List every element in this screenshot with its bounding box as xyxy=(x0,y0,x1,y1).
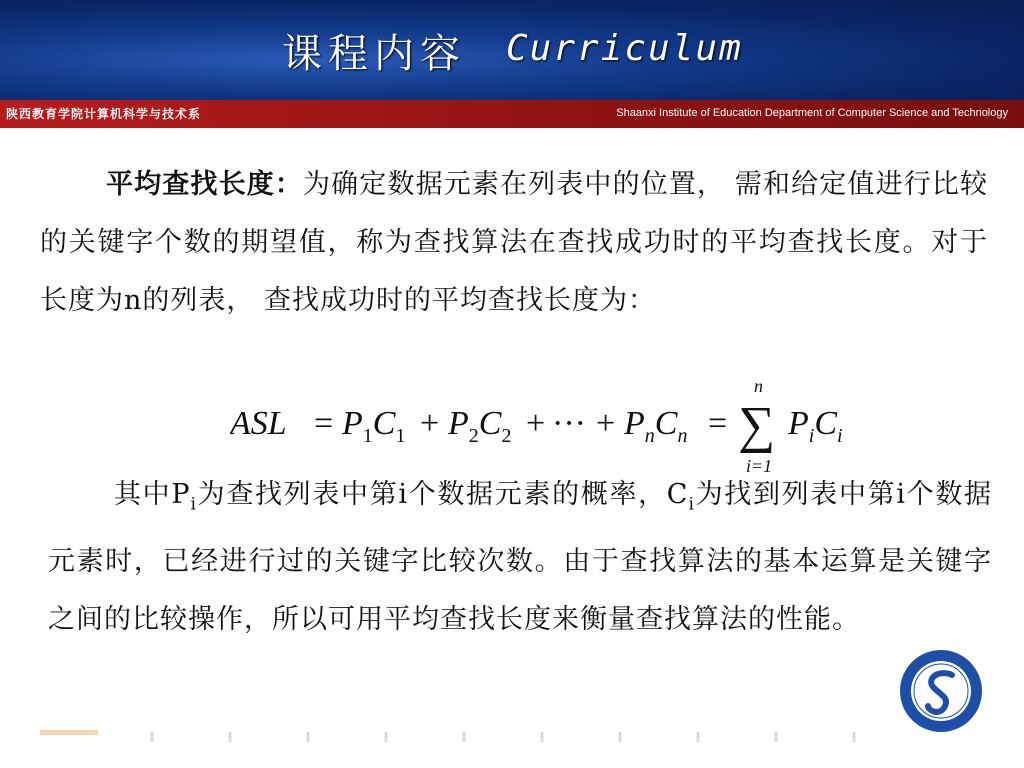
explanation-sub-1: i xyxy=(190,494,197,515)
sum-sigma-icon: ∑ xyxy=(738,397,776,454)
formula-plus-1: + xyxy=(420,405,440,442)
formula-p1c1: $P_1C_1$ xyxy=(342,405,406,447)
formula-summand: $P_iC_i$ xyxy=(788,405,843,447)
definition-term: 平均查找长度： xyxy=(106,169,303,200)
slide-title-chinese: 课程内容 xyxy=(282,31,466,77)
explanation-text-1: 其中P xyxy=(114,479,191,510)
slide-title-english: Curriculum xyxy=(506,28,743,69)
department-name-english: Shaanxi Institute of Education Department of Computer Science and Technology xyxy=(616,107,1008,119)
footer-dashed-line xyxy=(0,730,1024,742)
formula-equals-2: = xyxy=(708,405,728,442)
institute-logo-icon xyxy=(898,648,984,734)
formula-p2c2: $P_2C_2$ xyxy=(448,405,512,447)
formula-pncn: $P_nC_n$ xyxy=(624,405,688,447)
formula-ellipsis: ··· xyxy=(552,405,586,442)
explanation-sub-2: i xyxy=(688,494,695,515)
formula-lhs: ASL xyxy=(230,405,287,442)
definition-paragraph xyxy=(40,156,988,330)
asl-formula xyxy=(230,376,870,476)
formula-plus-2: + xyxy=(526,405,546,442)
explanation-text-2: 为查找列表中第i个数据元素的概率，C xyxy=(196,479,689,510)
sum-lower-limit: i=1 xyxy=(746,456,773,476)
department-name-chinese: 陕西教育学院计算机科学与技术系 xyxy=(6,107,202,121)
explanation-text-3: 为找到列表中第i个数据元素时，已经进行过的关键字比较次数。由于查找算法的基本运算是关键字之间的比较操作，所以可用平均查找长度来衡量查找算法的性能。 xyxy=(48,479,992,636)
explanation-paragraph xyxy=(48,466,992,649)
definition-text: 为确定数据元素在列表中的位置， 需和给定值进行比较的关键字个数的期望值，称为查找算法在查找成功时的平均查找长度。对于长度为n的列表， 查找成功时的平均查找长度为： xyxy=(40,169,988,316)
formula-equals: = xyxy=(314,405,334,442)
sum-upper-limit: n xyxy=(754,376,763,396)
formula-plus-3: + xyxy=(596,405,616,442)
